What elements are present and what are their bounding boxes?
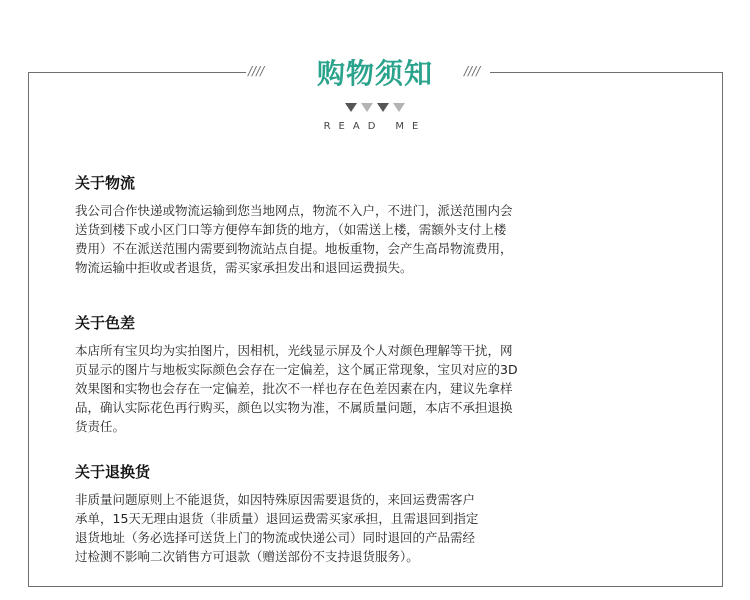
paragraph-line: 页显示的图片与地板实际颜色会存在一定偏差，这个属正常现象，宝贝对应的3D bbox=[75, 362, 518, 377]
paragraph-line: 退货地址（务必选择可送货上门的物流或快递公司）同时退回的产品需经 bbox=[75, 530, 476, 545]
paragraph-line: 我公司合作快递或物流运输到您当地网点，物流不入户，不进门，派送范围内会 bbox=[75, 203, 513, 218]
slash-ornament-left: //// bbox=[248, 64, 265, 78]
page-title: 购物须知 bbox=[316, 57, 433, 90]
readme-subtitle bbox=[0, 121, 750, 132]
readme-word-read: READ bbox=[323, 121, 384, 132]
slash-ornament-right: //// bbox=[464, 64, 481, 78]
frame-right-border bbox=[722, 72, 723, 587]
triangle-ornament bbox=[0, 97, 750, 109]
section-logistics bbox=[75, 172, 675, 277]
section-color-difference bbox=[75, 312, 675, 436]
paragraph-line: 品，确认实际花色再行购买，颜色以实物为准，不属质量问题，本店不承担退换 bbox=[75, 400, 513, 415]
triangle-icon bbox=[345, 103, 357, 112]
paragraph-line: 本店所有宝贝均为实拍图片，因相机，光线显示屏及个人对颜色理解等干扰，网 bbox=[75, 343, 513, 358]
triangle-icon bbox=[377, 103, 389, 112]
paragraph-line: 非质量问题原则上不能退货，如因特殊原因需要退货的，来回运费需客户 bbox=[75, 492, 476, 507]
section-title: 关于物流 bbox=[75, 174, 136, 192]
frame-left-border bbox=[28, 72, 29, 587]
paragraph-line: 物流运输中拒收或者退货，需买家承担发出和退回运费损失。 bbox=[75, 260, 413, 275]
triangle-icon bbox=[393, 103, 405, 112]
paragraph-line: 送货到楼下或小区门口等方便停车卸货的地方，（如需送上楼，需额外支付上楼 bbox=[75, 222, 507, 237]
paragraph-line: 效果图和实物也会存在一定偏差，批次不一样也存在色差因素在内，建议先拿样 bbox=[75, 381, 513, 396]
section-title: 关于色差 bbox=[75, 314, 136, 332]
paragraph-line: 过检测不影响二次销售方可退款（赠送部份不支持退货服务）。 bbox=[75, 549, 419, 564]
frame-bottom-border bbox=[28, 586, 723, 587]
paragraph-line: 货责任。 bbox=[75, 419, 126, 434]
paragraph-line: 费用）不在派送范围内需要到物流站点自提。地板重物，会产生高昂物流费用， bbox=[75, 241, 513, 256]
readme-word-me: ME bbox=[395, 121, 427, 132]
paragraph-line: 承单，15天无理由退货（非质量）退回运费需买家承担，且需退回到指定 bbox=[75, 511, 479, 526]
triangle-icon bbox=[361, 103, 373, 112]
section-title: 关于退换货 bbox=[75, 463, 151, 481]
section-returns bbox=[75, 461, 675, 566]
